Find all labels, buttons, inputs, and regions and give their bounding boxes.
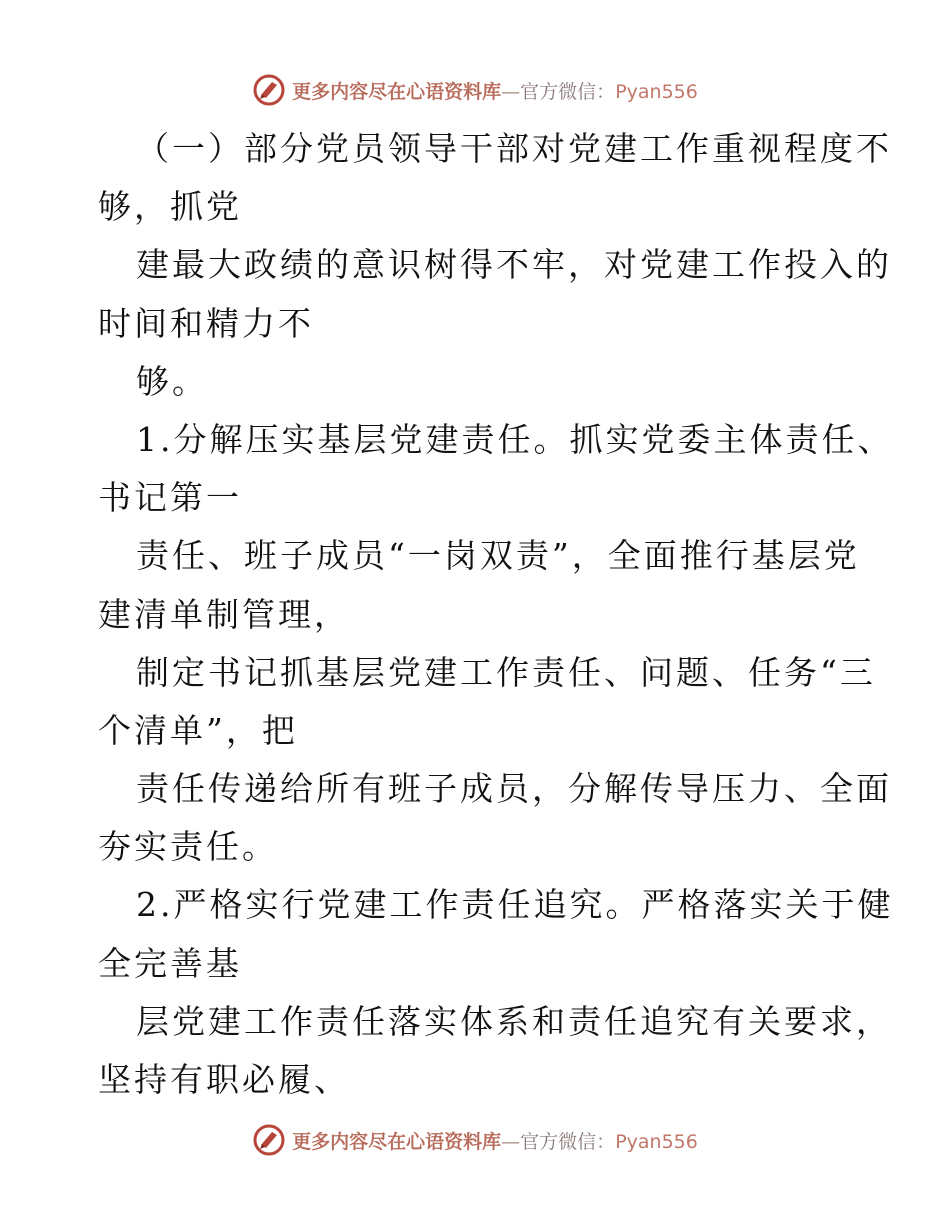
logo-icon <box>252 1123 286 1157</box>
watermark-text <box>292 77 698 104</box>
text-line: 建最大政绩的意识树得不牢，对党建工作投入的 <box>136 245 892 285</box>
footer-watermark-banner <box>0 1120 950 1160</box>
text-line: 书记第一 <box>98 478 242 518</box>
text-line: 责任传递给所有班子成员，分解传导压力、全面 <box>136 769 892 809</box>
text-line: 坚持有职必履、 <box>98 1060 350 1099</box>
document-body <box>98 120 894 1109</box>
text-line: 层党建工作责任落实体系和责任追究有关要求， <box>136 1001 892 1041</box>
header-watermark-banner <box>0 70 950 110</box>
text-line: 1.分解压实基层党建责任。抓实党委主体责任、 <box>136 419 894 459</box>
watermark-main-text: 更多内容尽在心语资料库 <box>292 80 502 103</box>
text-line: 制定书记抓基层党建工作责任、问题、任务“三 <box>136 652 876 692</box>
logo-icon <box>252 73 286 107</box>
watermark-wechat-id: Pyan556 <box>615 1130 698 1153</box>
text-line: 建清单制管理， <box>98 594 350 634</box>
text-line: 个清单”，把 <box>98 710 298 750</box>
watermark-separator: — <box>501 80 521 103</box>
text-line: 夯实责任。 <box>98 827 278 867</box>
watermark-wechat-label: 官方微信： <box>520 80 616 103</box>
text-line: 时间和精力不 <box>98 303 314 343</box>
watermark-main-text: 更多内容尽在心语资料库 <box>292 1130 502 1153</box>
watermark-wechat-id: Pyan556 <box>615 80 698 103</box>
text-line: 够，抓党 <box>98 187 242 227</box>
text-line: 2.严格实行党建工作责任追究。严格落实关于健 <box>136 885 894 925</box>
text-line: 全完善基 <box>98 943 242 983</box>
watermark-separator: — <box>501 1130 521 1153</box>
watermark-wechat-label: 官方微信： <box>520 1130 616 1153</box>
text-line: 够。 <box>136 361 208 401</box>
watermark-text <box>292 1127 698 1154</box>
text-line: （一）部分党员领导干部对党建工作重视程度不 <box>136 129 892 168</box>
text-line: 责任、班子成员“一岗双责”，全面推行基层党 <box>136 536 860 576</box>
